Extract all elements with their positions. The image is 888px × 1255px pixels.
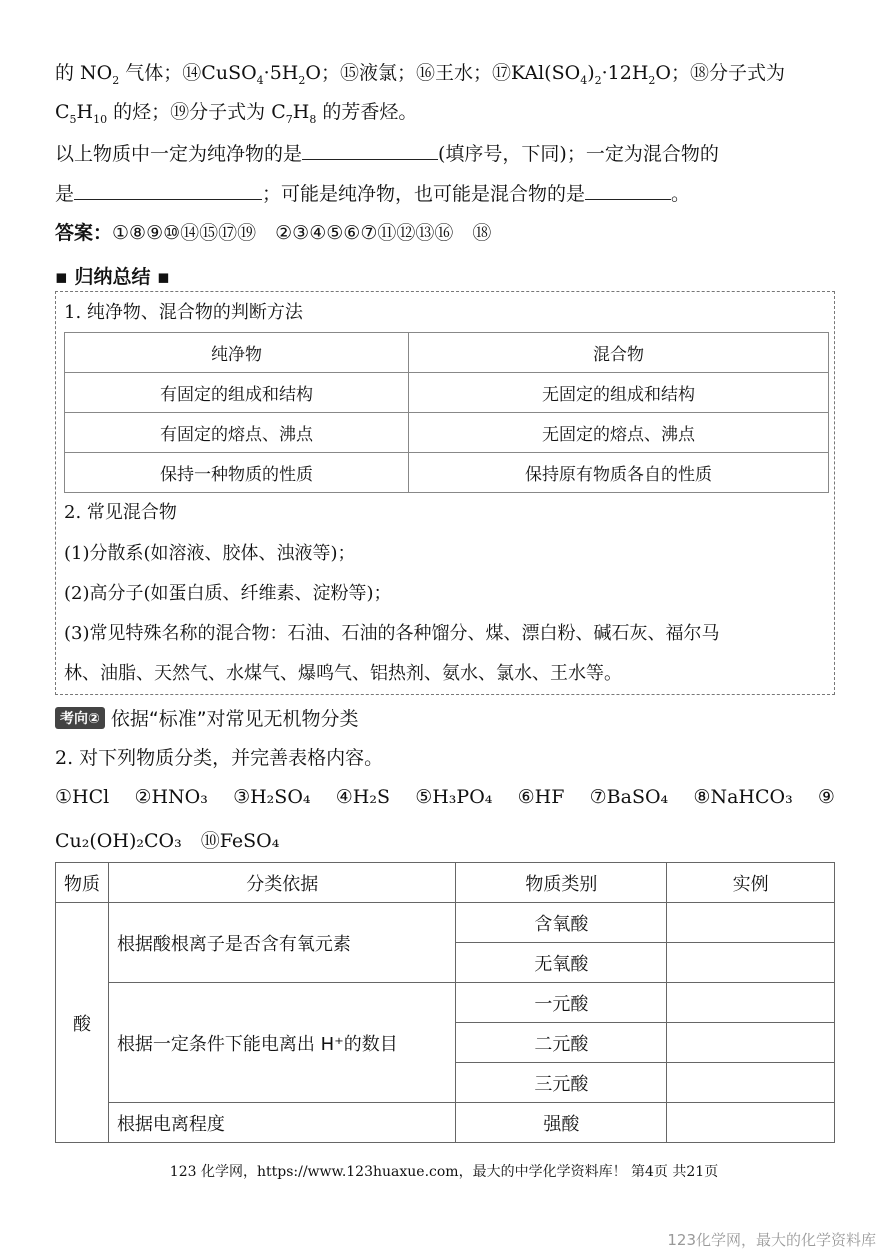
basis-cell: 根据电离程度 (108, 1103, 456, 1143)
question-line-2: 是 ；可能是纯净物，也可能是混合物的是 。 (55, 183, 691, 205)
summary-para-3: (3)常见特殊名称的混合物：石油、石油的各种馏分、煤、漂白粉、碱石灰、福尔马 (64, 623, 720, 644)
table-row (65, 453, 829, 493)
table-header-cell: 分类依据 (108, 863, 456, 903)
list-item: ⑦BaSO₄ (589, 786, 669, 808)
example-input-cell[interactable] (667, 943, 835, 983)
table-row (65, 413, 829, 453)
substance-cell: 酸 (56, 903, 109, 1143)
summary-para-2: (2)高分子(如蛋白质、纤维素、淀粉等)； (64, 583, 392, 604)
table-row (56, 983, 835, 1023)
list-item: ③H₂SO₄ (233, 786, 311, 808)
answer-line: 答案：①⑧⑨⑩⑭⑮⑰⑲ ②③④⑤⑥⑦⑪⑫⑬⑯ ⑱ (55, 222, 492, 244)
table-header-cell: 物质类别 (456, 863, 667, 903)
list-item: ⑧NaHCO₃ (693, 786, 793, 808)
example-input-cell[interactable] (667, 903, 835, 943)
category-cell: 无氧酸 (456, 943, 667, 983)
answer-blank-mixture[interactable] (74, 181, 262, 200)
section-badge: 考向② (55, 707, 105, 729)
table-row (56, 903, 835, 943)
question-2: 2. 对下列物质分类，并完善表格内容。 (55, 747, 384, 769)
table-header-row (56, 863, 835, 903)
section-tag (55, 704, 359, 731)
substance-list-line-1 (55, 786, 835, 808)
category-cell: 强酸 (456, 1103, 667, 1143)
category-cell: 三元酸 (456, 1063, 667, 1103)
summary-point-1: 1. 纯净物、混合物的判断方法 (64, 302, 303, 323)
question-line-1: 以上物质中一定为纯净物的是 (填序号，下同)；一定为混合物的 (55, 143, 719, 165)
table-header-row (65, 333, 829, 373)
table-cell: 无固定的组成和结构 (409, 373, 829, 413)
section-title: 依据“标准”对常见无机物分类 (110, 708, 359, 730)
list-item: ⑨ (817, 786, 835, 808)
table-row (65, 373, 829, 413)
answer-blank-pure[interactable] (302, 141, 438, 160)
list-item: ①HCl (55, 786, 110, 808)
table-cell: 有固定的组成和结构 (65, 373, 409, 413)
text-line-1: 的 $NO_2$ 气体；$⑭CuSO_4\cdot 5H_2O$；⑮液氯；⑯王水；$⑰KAl(SO_4)_2\cdot 12H_2O$；⑱分子式为 (55, 62, 785, 87)
example-input-cell[interactable] (667, 1063, 835, 1103)
table-header-cell: 物质 (56, 863, 109, 903)
category-cell: 一元酸 (456, 983, 667, 1023)
table-header-cell: 纯净物 (65, 333, 409, 373)
substance-list-line-2: Cu₂(OH)₂CO₃ ⑩FeSO₄ (55, 830, 280, 852)
summary-para-1: (1)分散系(如溶液、胶体、浊液等)； (64, 543, 356, 564)
watermark: 123化学网，最大的化学资料库 (667, 1231, 876, 1249)
example-input-cell[interactable] (667, 1023, 835, 1063)
list-item: ④H₂S (335, 786, 390, 808)
summary-point-2: 2. 常见混合物 (64, 502, 177, 523)
classification-table (55, 862, 835, 1143)
basis-cell: 根据酸根离子是否含有氧元素 (108, 903, 456, 983)
table-cell: 保持原有物质各自的性质 (409, 453, 829, 493)
category-cell: 含氧酸 (456, 903, 667, 943)
pure-mixture-table (64, 332, 829, 493)
list-item: ⑤H₃PO₄ (415, 786, 493, 808)
answer-blank-either[interactable] (585, 181, 671, 200)
text-line-2: $C_5H_{10}$ 的烃；⑲分子式为 $C_7H_8$ 的芳香烃。 (55, 101, 418, 126)
page-footer: 123 化学网，https://www.123huaxue.com，最大的中学化学资料库！ 第4页 共21页 (169, 1164, 719, 1180)
table-header-cell: 实例 (667, 863, 835, 903)
table-row (56, 1103, 835, 1143)
example-input-cell[interactable] (667, 983, 835, 1023)
category-cell: 二元酸 (456, 1023, 667, 1063)
basis-cell: 根据一定条件下能电离出 H⁺的数目 (108, 983, 456, 1103)
example-input-cell[interactable] (667, 1103, 835, 1143)
summary-para-4: 林、油脂、天然气、水煤气、爆鸣气、铝热剂、氨水、氯水、王水等。 (64, 663, 622, 684)
summary-heading: ▪ 归纳总结 ▪ (55, 266, 170, 288)
list-item: ②HNO₃ (134, 786, 208, 808)
table-cell: 保持一种物质的性质 (65, 453, 409, 493)
table-header-cell: 混合物 (409, 333, 829, 373)
list-item: ⑥HF (517, 786, 565, 808)
table-cell: 无固定的熔点、沸点 (409, 413, 829, 453)
table-cell: 有固定的熔点、沸点 (65, 413, 409, 453)
summary-box (55, 291, 835, 695)
